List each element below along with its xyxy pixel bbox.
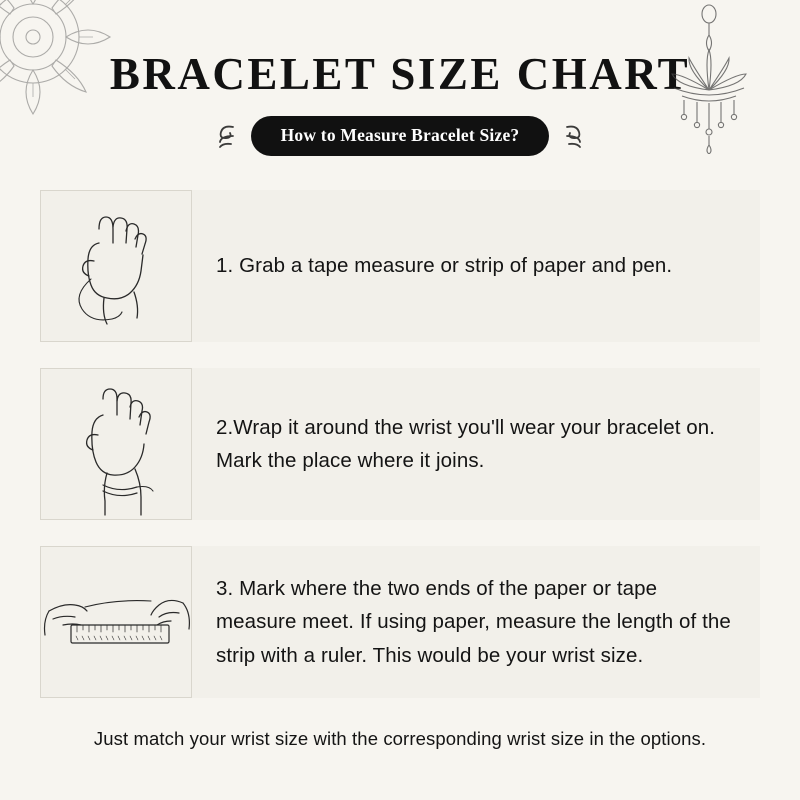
step-1-text-panel <box>192 190 760 342</box>
subtitle-pill: How to Measure Bracelet Size? <box>251 116 550 156</box>
step-item <box>40 190 760 342</box>
page-title: BRACELET SIZE CHART <box>109 49 691 99</box>
step-1-illustration <box>40 190 192 342</box>
step-3-illustration <box>40 546 192 698</box>
steps-list <box>0 190 800 698</box>
step-2-illustration <box>40 368 192 520</box>
step-2-text-panel <box>192 368 760 520</box>
step-3-text: 3. Mark where the two ends of the paper or tape measure meet. If using paper, measure the length of the strip with a ruler. This would be your wrist size. <box>216 577 731 667</box>
step-3-text-panel <box>192 546 760 698</box>
subtitle-row <box>0 116 800 156</box>
swirl-right-icon <box>563 123 593 149</box>
swirl-left-icon <box>207 123 237 149</box>
step-2-text: 2.Wrap it around the wrist you'll wear your bracelet on. Mark the place where it joins. <box>216 415 716 472</box>
footer-note: Just match your wrist size with the corresponding wrist size in the options. <box>93 728 707 749</box>
step-1-text: 1. Grab a tape measure or strip of paper and pen. <box>216 254 673 278</box>
step-item <box>40 368 760 520</box>
step-item <box>40 546 760 698</box>
page-header <box>0 0 800 156</box>
